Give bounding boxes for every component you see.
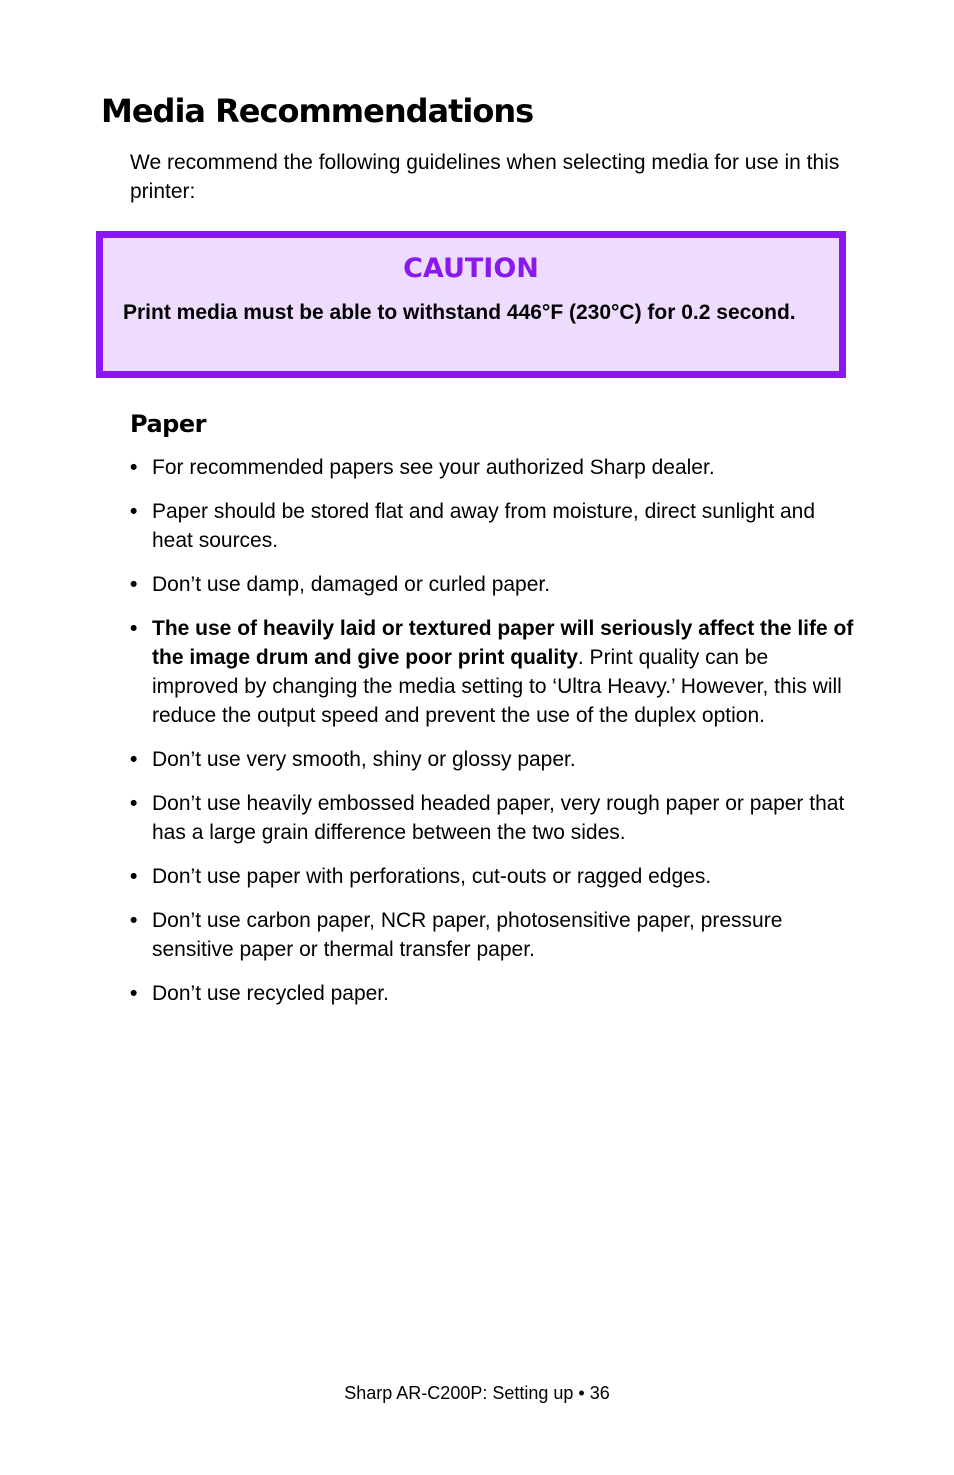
list-item-text: Don’t use very smooth, shiny or glossy paper. bbox=[152, 748, 576, 771]
bullet-icon: • bbox=[130, 792, 138, 815]
bullet-icon: • bbox=[130, 748, 138, 771]
list-item-text: For recommended papers see your authorized Sharp dealer. bbox=[152, 456, 715, 479]
list-item bbox=[130, 614, 855, 730]
page-title: Media Recommendations bbox=[101, 92, 534, 130]
caution-title: CAUTION bbox=[403, 253, 539, 284]
list-item-text: Don’t use paper with perforations, cut-outs or ragged edges. bbox=[152, 865, 712, 888]
paper-guidelines-list bbox=[130, 453, 855, 1023]
list-item-text: . Print quality can be improved by changing the media setting to ‘Ultra Heavy.’ However, this will reduce the output speed and prevent the use of the duplex option. bbox=[152, 646, 842, 727]
list-item bbox=[130, 745, 855, 774]
bullet-icon: • bbox=[130, 617, 138, 640]
list-item-text: Don’t use damp, damaged or curled paper. bbox=[152, 573, 551, 596]
list-item bbox=[130, 979, 855, 1008]
list-item-text: Don’t use carbon paper, NCR paper, photosensitive paper, pressure sensitive paper or thermal transfer paper. bbox=[152, 909, 783, 961]
bullet-icon: • bbox=[130, 982, 138, 1005]
list-item-bold-text: The use of heavily laid or textured paper will seriously affect the life of the image drum and give poor print quality bbox=[152, 617, 854, 669]
list-item-text: Don’t use recycled paper. bbox=[152, 982, 389, 1005]
bullet-icon: • bbox=[130, 456, 138, 479]
list-item bbox=[130, 453, 855, 482]
list-item-text: Paper should be stored flat and away from moisture, direct sunlight and heat sources. bbox=[152, 500, 816, 552]
bullet-icon: • bbox=[130, 909, 138, 932]
bullet-icon: • bbox=[130, 865, 138, 888]
intro-paragraph: We recommend the following guidelines when selecting media for use in this printer: bbox=[130, 151, 840, 203]
caution-text: Print media must be able to withstand 446°F (230°C) for 0.2 second. bbox=[123, 301, 796, 324]
bullet-icon: • bbox=[130, 573, 138, 596]
list-item bbox=[130, 906, 855, 964]
paper-section-heading: Paper bbox=[130, 410, 206, 438]
list-item bbox=[130, 570, 855, 599]
caution-box bbox=[96, 231, 846, 378]
list-item bbox=[130, 862, 855, 891]
list-item-text: Don’t use heavily embossed headed paper, very rough paper or paper that has a large grain difference between the two sides. bbox=[152, 792, 845, 844]
list-item bbox=[130, 497, 855, 555]
bullet-icon: • bbox=[130, 500, 138, 523]
list-item bbox=[130, 789, 855, 847]
page-footer: Sharp AR-C200P: Setting up • 36 bbox=[344, 1383, 610, 1403]
